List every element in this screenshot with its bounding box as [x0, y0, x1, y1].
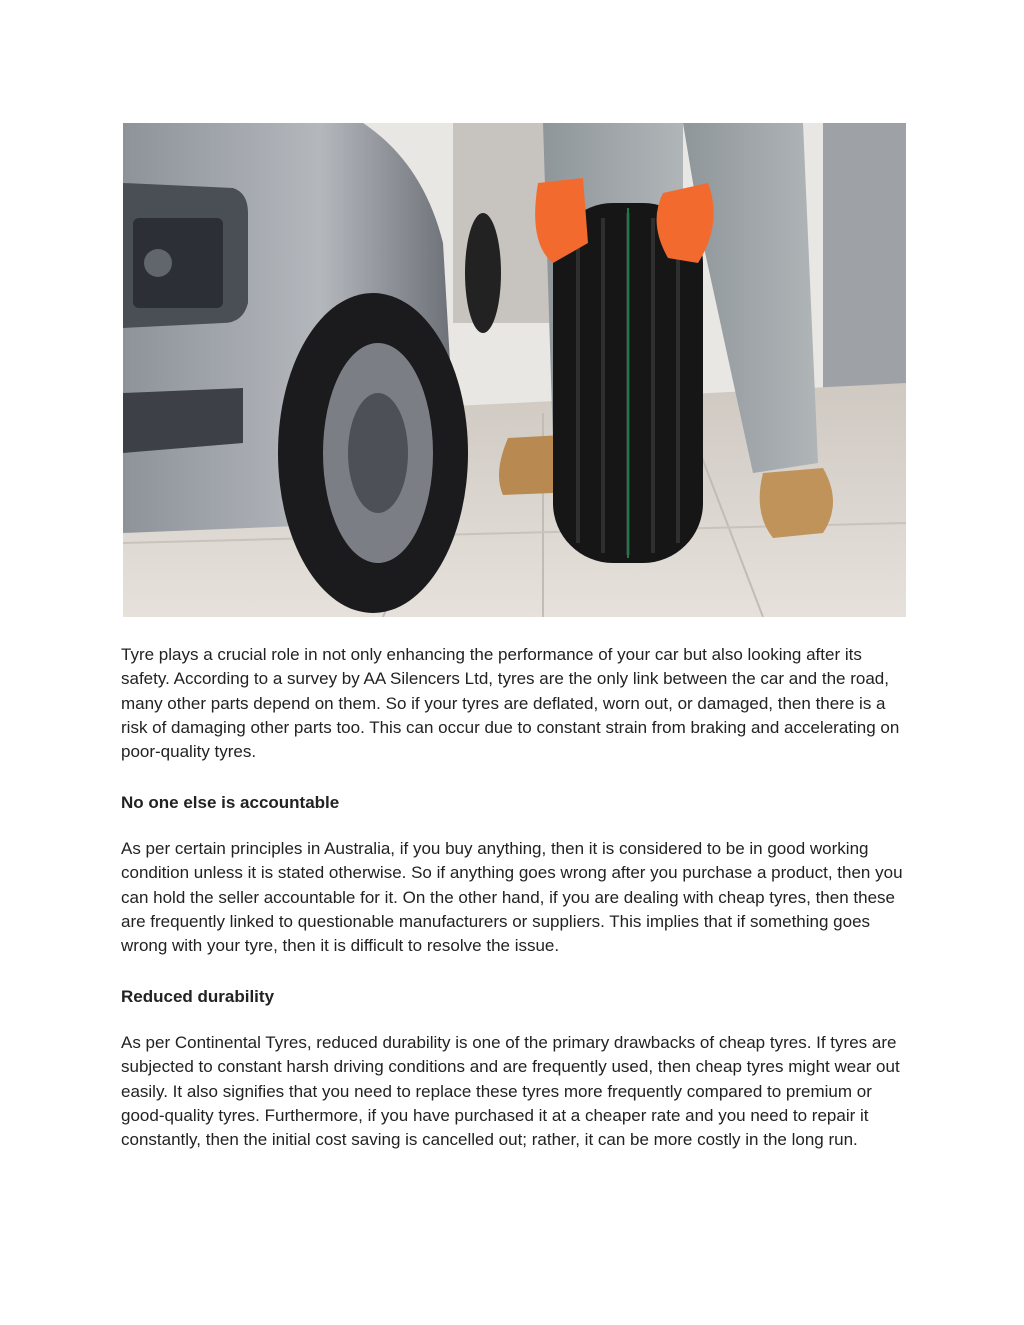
durability-paragraph-text: As per Continental Tyres, reduced durability is one of the primary drawbacks of cheap tyres. If tyres are subjected to constant harsh driving conditions and are frequently used, then cheap tyres might wear out easily. It also signifies that you need to replace these tyres more frequently compared to premium or good-quality tyres. Furthermore, if you have purchased it at a cheaper rate and you need to repair it constantly, then the initial cost saving is cancelled out; rather, it can be more costly in the long run. — [121, 1033, 900, 1150]
intro-paragraph — [121, 643, 911, 764]
intro-paragraph-text: Tyre plays a crucial role in not only enhancing the performance of your car but also looking after its safety. According to a survey by AA Silencers Ltd, tyres are the only link between the car and the road, many other parts depend on them. So if your tyres are deflated, worn out, or damaged, then there is a risk of damaging other parts too. This can occur due to constant strain from braking and accelerating on poor-quality tyres. — [121, 645, 900, 762]
accountable-paragraph-text: As per certain principles in Australia, if you buy anything, then it is considered to be in good working condition unless it is stated otherwise. So if anything goes wrong after you purchase a product, then you can hold the seller accountable for it. On the other hand, if you are dealing with cheap tyres, then these are frequently linked to questionable manufacturers or suppliers. This implies that if something goes wrong with your tyre, then it is difficult to resolve the issue. — [121, 839, 903, 956]
heading-accountable: No one else is accountable — [121, 793, 340, 812]
heading-durability: Reduced durability — [121, 987, 275, 1006]
accountable-paragraph — [121, 837, 911, 958]
durability-paragraph — [121, 1031, 911, 1152]
hero-photo-tyre-mechanic — [123, 123, 906, 617]
